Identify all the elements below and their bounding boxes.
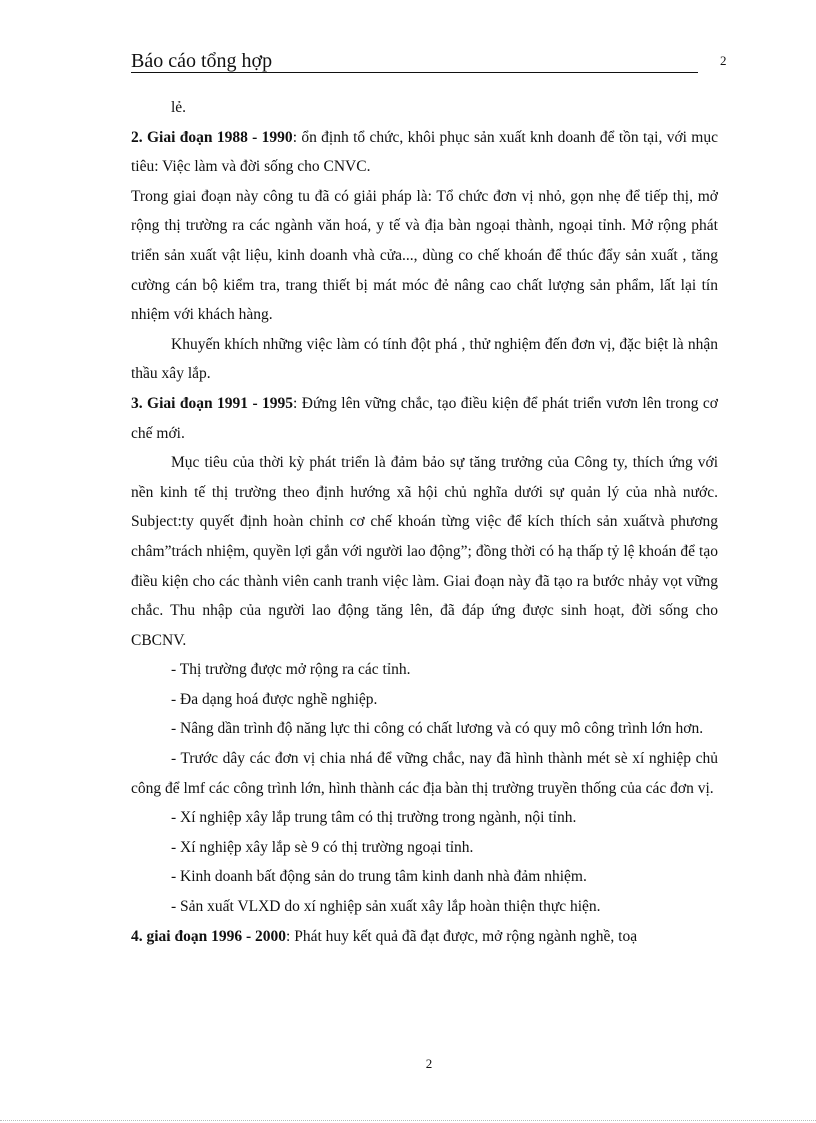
- paragraph-text: Trong giai đoạn này công tu đã có giải pháp là: Tổ chức đơn vị nhỏ, gọn nhẹ để tiếp thị, mở rộng thị trường ra các ngành văn hoá, y tế và địa bàn ngoại thành, ngoại tỉnh. Mở rộng phát triển sản xuất vật liệu, kinh doanh vhà cửa..., dùng co chế khoán để thúc đẩy sản xuất , tăng cường cán bộ kiểm tra, trang thiết bị mát móc đẻ nâng cao chất lượng sản phẩm, lất lại tín nhiệm với khách hàng.: [131, 187, 718, 324]
- bullet-text: - Trước dây các đơn vị chia nhá để vững chắc, nay đã hình thành mét sè xí nghiệp chủ công để lmf các công trình lớn, hình thành các địa bàn thị trường truyền thống của các đơn vị.: [131, 750, 718, 797]
- bullet-text: - Nâng dần trình độ năng lực thi công có chất lương và có quy mô công trình lớn hơn.: [171, 720, 704, 738]
- paragraph-text: : Đứng lên vững chắc, tạo điều kiện để phát triển vươn lên trong cơ chế mới.: [131, 394, 719, 442]
- bullet-text: - Xí nghiệp xây lắp trung tâm có thị trường trong ngành, nội tỉnh.: [171, 809, 577, 827]
- paragraph-text: Mục tiêu của thời kỳ phát triển là đảm bảo sự tăng trưởng của Công ty, thích ứng với nền kinh tế thị trường theo định hướng xã hội chủ nghĩa dưới sự quản lý của nhà nước. Subject:ty quyết định hoàn chỉnh cơ chế khoán từng việc để kích thích sản xuấtvà phương châm”trách nhiệm, quyền lợi gắn với người lao động”; đồng thời có hạ thấp tỷ lệ khoán để tạo điều kiện cho các thành viên canh tranh việc làm. Giai đoạn này đã tạo ra bước nhảy vọt vững chắc. Thu nhập của người lao động tăng lên, đã đáp ứng được sinh hoạt, đời sống cho CBCNV.: [131, 454, 718, 649]
- paragraph-text: : ổn định tổ chức, khôi phục sản xuất knh doanh để tồn tại, với mục tiêu: Việc làm và đời sống cho CNVC.: [131, 128, 718, 176]
- bullet-item: [131, 862, 718, 892]
- bullet-text: - Sản xuất VLXD do xí nghiệp sản xuất xây lắp hoàn thiện thực hiện.: [171, 898, 601, 916]
- section-heading: 3. Giai đoạn 1991 - 1995: [131, 394, 294, 412]
- paragraph-text: lẻ.: [171, 99, 187, 116]
- header-page-number: 2: [720, 53, 727, 68]
- bullet-item: [131, 833, 718, 863]
- paragraph: [131, 123, 718, 182]
- paragraph: [131, 448, 718, 655]
- paragraph-text: Khuyến khích những việc làm có tính đột phá , thử nghiệm đến đơn vị, đặc biệt là nhận thầu xây lắp.: [131, 335, 718, 383]
- header-rule: [131, 72, 698, 73]
- bullet-text: - Thị trường được mở rộng ra các tỉnh.: [171, 661, 411, 679]
- paragraph: [131, 922, 718, 952]
- paragraph: [131, 182, 718, 330]
- paragraph: [131, 93, 718, 123]
- bullet-text: - Kinh doanh bất động sản do trung tâm kinh danh nhà đảm nhiệm.: [171, 868, 587, 886]
- page-bottom-rule: [0, 1120, 816, 1121]
- paragraph-text: : Phát huy kết quả đã đạt được, mở rộng ngành nghề, toạ: [286, 927, 638, 945]
- bullet-item: [131, 714, 718, 744]
- bullet-item: [131, 803, 718, 833]
- bullet-item: [131, 655, 718, 685]
- bullet-item: [131, 744, 718, 803]
- footer-page-number: 2: [425, 1056, 433, 1071]
- bullet-item: [131, 892, 718, 922]
- paragraph: [131, 330, 718, 389]
- section-heading: 2. Giai đoạn 1988 - 1990: [131, 128, 293, 146]
- bullet-text: - Đa dạng hoá được nghề nghiệp.: [171, 690, 378, 708]
- section-heading: 4. giai đoạn 1996 - 2000: [131, 927, 287, 945]
- document-body: [131, 93, 718, 951]
- bullet-text: - Xí nghiệp xây lắp sè 9 có thị trường ngoại tỉnh.: [171, 838, 474, 856]
- bullet-item: [131, 685, 718, 715]
- paragraph: [131, 389, 718, 448]
- document-header-title: Báo cáo tổng hợp: [131, 50, 273, 72]
